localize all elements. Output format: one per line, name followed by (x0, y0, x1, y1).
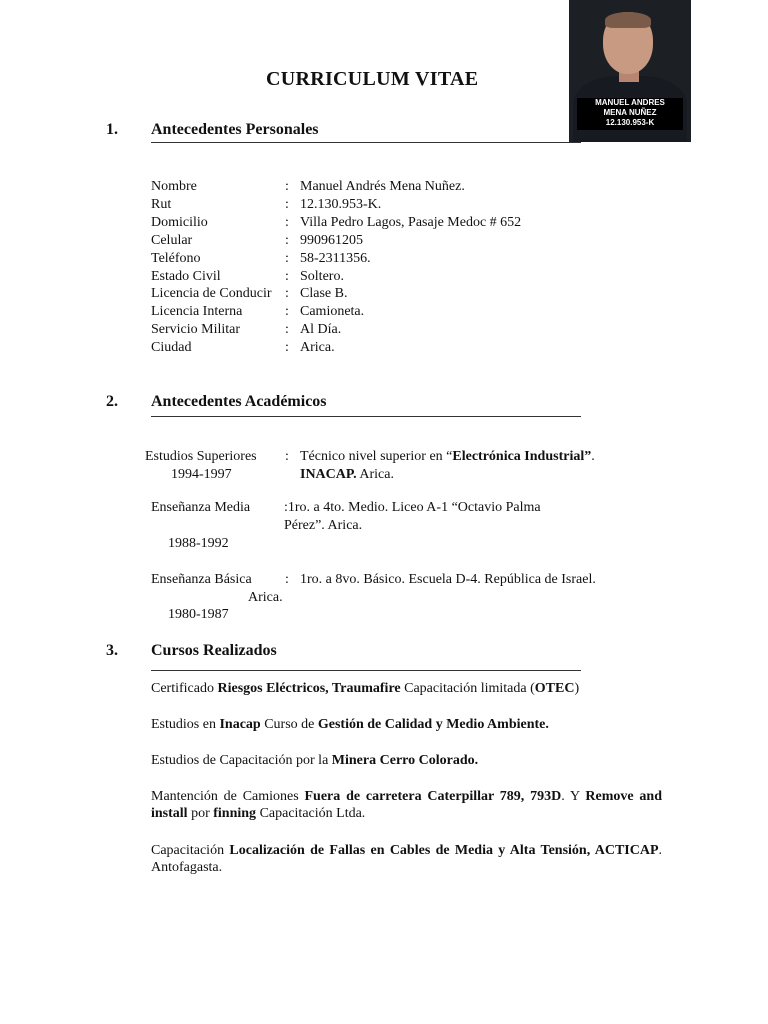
personal-value: 12.130.953-K. (300, 196, 382, 212)
section-title-academic: Antecedentes Académicos (151, 393, 327, 410)
personal-separator: : (285, 179, 289, 194)
course-text: Minera Cerro Colorado. (331, 753, 479, 768)
academic-years: 1988-1992 (168, 536, 229, 551)
course-text: Riesgos Eléctricos, Traumafire (217, 681, 401, 696)
course-text: OTEC (534, 681, 575, 696)
academic-years: 1980-1987 (168, 607, 229, 622)
academic-label: Enseñanza Media (151, 500, 251, 515)
course-text: . Y (561, 789, 586, 804)
photo-name-label: MANUEL ANDRES MENA NUÑEZ 12.130.953-K (577, 98, 683, 130)
personal-label: Celular (151, 232, 193, 248)
personal-label: Estado Civil (151, 268, 221, 284)
personal-value: Villa Pedro Lagos, Pasaje Medoc # 652 (300, 214, 522, 230)
course-text: ) (574, 681, 580, 696)
course-text: por (187, 806, 214, 821)
course-text: Capacitación Ltda. (256, 806, 366, 821)
academic-value: Técnico nivel superior en “Electrónica Industrial”. (300, 449, 595, 464)
personal-separator: : (285, 340, 289, 356)
course-text: finning (213, 806, 257, 821)
personal-label: Ciudad (151, 340, 192, 356)
academic-separator: : (285, 572, 289, 587)
course-item (151, 788, 662, 822)
academic-separator: : (285, 449, 289, 464)
personal-value: Clase B. (300, 286, 348, 302)
course-text: Remove and install (151, 789, 662, 821)
course-item (151, 716, 662, 733)
course-text: Curso de (260, 717, 318, 732)
section-rule (151, 142, 581, 143)
personal-label: Servicio Militar (151, 322, 241, 338)
section-title-personal: Antecedentes Personales (151, 121, 319, 138)
personal-value: Manuel Andrés Mena Nuñez. (300, 179, 465, 194)
course-item (151, 680, 662, 697)
personal-value: Arica. (300, 340, 335, 356)
course-text: Gestión de Calidad y Medio Ambiente. (317, 717, 549, 732)
personal-separator: : (285, 304, 289, 320)
personal-label: Licencia Interna (151, 304, 243, 320)
course-text: Inacap (219, 717, 261, 732)
course-text: Capacitación (151, 843, 230, 858)
personal-separator: : (285, 214, 289, 230)
personal-separator: : (285, 232, 289, 248)
course-text: . Antofagasta. (151, 843, 663, 875)
photo-hair (605, 12, 651, 28)
course-text: Mantención de Camiones (151, 789, 305, 804)
personal-label: Licencia de Conducir (151, 286, 272, 302)
course-item (151, 752, 662, 769)
course-text: Capacitación limitada ( (400, 681, 535, 696)
course-text: Estudios de Capacitación por la (151, 753, 332, 768)
personal-label: Teléfono (151, 250, 201, 266)
academic-value: INACAP. Arica. (300, 467, 394, 482)
section-rule (151, 670, 581, 671)
personal-value: 58-2311356. (300, 250, 371, 266)
course-text: Localización de Fallas en Cables de Media y Alta Tensión, ACTICAP (229, 843, 659, 858)
academic-label: Enseñanza Básica (151, 572, 252, 587)
personal-label: Domicilio (151, 214, 208, 230)
personal-separator: : (285, 286, 289, 302)
personal-separator: : (285, 196, 289, 212)
academic-value: :1ro. a 4to. Medio. Liceo A-1 “Octavio Palma (284, 500, 541, 515)
personal-value: Camioneta. (300, 304, 365, 320)
section-number: 1. (106, 121, 118, 138)
personal-label: Nombre (151, 179, 197, 194)
personal-label: Rut (151, 196, 172, 212)
personal-separator: : (285, 250, 289, 266)
section-rule (151, 416, 581, 417)
course-item (151, 842, 662, 876)
academic-value: Arica. (248, 590, 283, 605)
personal-separator: : (285, 268, 289, 284)
profile-photo (569, 0, 691, 142)
academic-label: Estudios Superiores (145, 449, 257, 464)
section-number: 3. (106, 642, 118, 659)
course-text: Estudios en (151, 717, 220, 732)
academic-value: Pérez”. Arica. (284, 518, 363, 533)
personal-value: Soltero. (300, 268, 344, 284)
academic-value: 1ro. a 8vo. Básico. Escuela D-4. República de Israel. (300, 572, 596, 587)
personal-value: Al Día. (300, 322, 342, 338)
academic-years: 1994-1997 (171, 467, 232, 482)
personal-value: 990961205 (300, 232, 363, 248)
section-number: 2. (106, 393, 118, 410)
personal-separator: : (285, 322, 289, 338)
course-text: Fuera de carretera Caterpillar 789, 793D (304, 789, 562, 804)
course-text: Certificado (151, 681, 218, 696)
section-title-courses: Cursos Realizados (151, 642, 277, 659)
